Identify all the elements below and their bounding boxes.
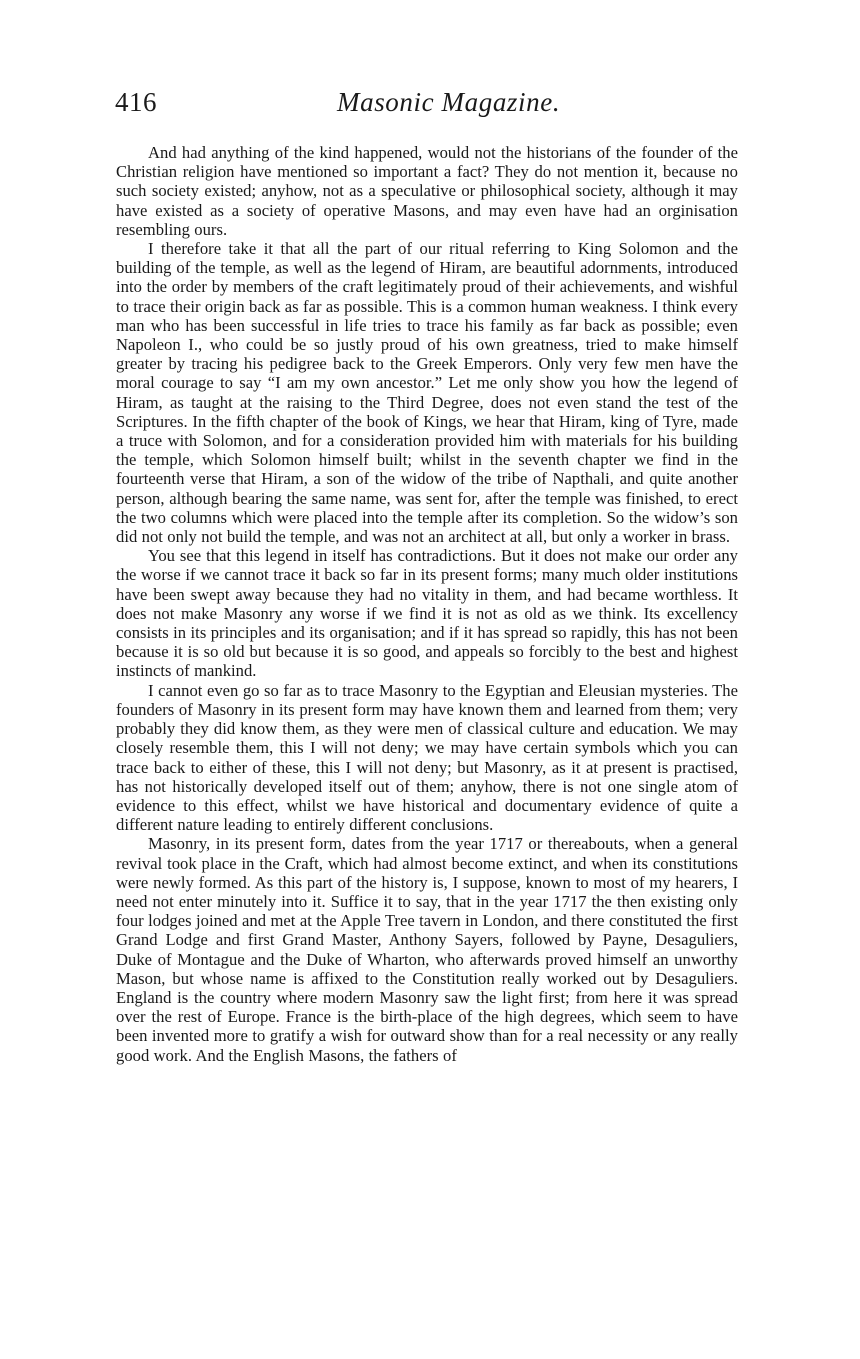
paragraph-1717-revival: Masonry, in its present form, dates from the year 1717 or thereabouts, when a general revival took place in the Craft, which had almost become extinct, and when its constitutions were newly formed. As this part of the history is, I suppose, known to most of my hearers, I need not enter minutely into it. Suffice it to say, that in the year 1717 the then existing only four lodges joined and met at the Apple Tree tavern in London, and there constituted the first Grand Lodge and first Grand Master, Anthony Sayers, followed by Payne, Desaguliers, Duke of Montague and the Duke of Wharton, who afterwards proved himself an unworthy Mason, but whose name is affixed to the Constitution really worked out by Desaguliers. England is the country where modern Masonry saw the light first; from here it was spread over the rest of Europe. France is the birth-place of the high degrees, which seem to have been invented more to gratify a wish for outward show than for a real necessity or any really good work. And the English Masons, the fathers of: [116, 834, 738, 1065]
paragraph-ritual-legend: I therefore take it that all the part of our ritual referring to King Solomon and the building of the temple, as well as the legend of Hiram, are beautiful adornments, introduced into the order by members of the craft legitimately proud of their achievements, and wishful to trace their origin back as far as possible. This is a common human weakness. I think every man who has been successful in life tries to trace his family as far back as possible; even Napoleon I., who could be so justly proud of his own greatness, tried to make himself greater by tracing his pedigree back to the Greek Emperors. Only very few men have the moral courage to say “I am my own ancestor.” Let me only show you how the legend of Hiram, as taught at the raising to the Third Degree, does not even stand the test of the Scriptures. In the fifth chapter of the book of Kings, we hear that Hiram, king of Tyre, made a truce with Solomon, and for a consideration provided him with materials for his building the temple, which Solomon himself built; whilst in the seventh chapter we find in the fourteenth verse that Hiram, a son of the widow of the tribe of Napthali, and quite another person, although bearing the same name, was sent for, after the temple was finished, to erect the two columns which were placed into the temple after its completion. So the widow’s son did not only not build the temple, and was not an architect at all, but only a worker in brass.: [116, 239, 738, 547]
magazine-title: Masonic Magazine.: [337, 87, 561, 117]
paragraph-historians: And had anything of the kind happened, would not the historians of the founder of the Christian religion have mentioned so important a fact? They do not mention it, because no such society existed; anyhow, not as a speculative or philosophical society, although it may have existed as a society of operative Masons, and may even have had an orginisation resembling ours.: [116, 143, 738, 239]
paragraph-mysteries: I cannot even go so far as to trace Masonry to the Egyptian and Eleusian mysteries. The founders of Masonry in its present form may have known them and learned from them; very probably they did know them, as they were men of classical culture and education. We may closely resemble them, this I will not deny; we may have certain symbols which you can trace back to either of these, this I will not deny; but Masonry, as it at present is practised, has not historically developed itself out of them; anyhow, there is not one single atom of evidence to this effect, whilst we have historical and documentary evidence of quite a different nature leading to entirely different conclusions.: [116, 680, 738, 835]
page-number: 416: [115, 87, 157, 117]
running-head: [115, 86, 737, 122]
paragraph-contradictions: You see that this legend in itself has contradictions. But it does not make our order any the worse if we cannot trace it back so far in its present forms; many much older institutions have been swept away because they had no vitality in them, and had became worthless. It does not make Masonry any worse if we find it is not as old as we think. Its excellency consists in its principles and its organisation; and if it has spread so rapidly, this has not been because it is so old but because it is so good, and appeals so forcibly to the best and highest instincts of mankind.: [116, 546, 738, 681]
article-body: [116, 143, 738, 1065]
